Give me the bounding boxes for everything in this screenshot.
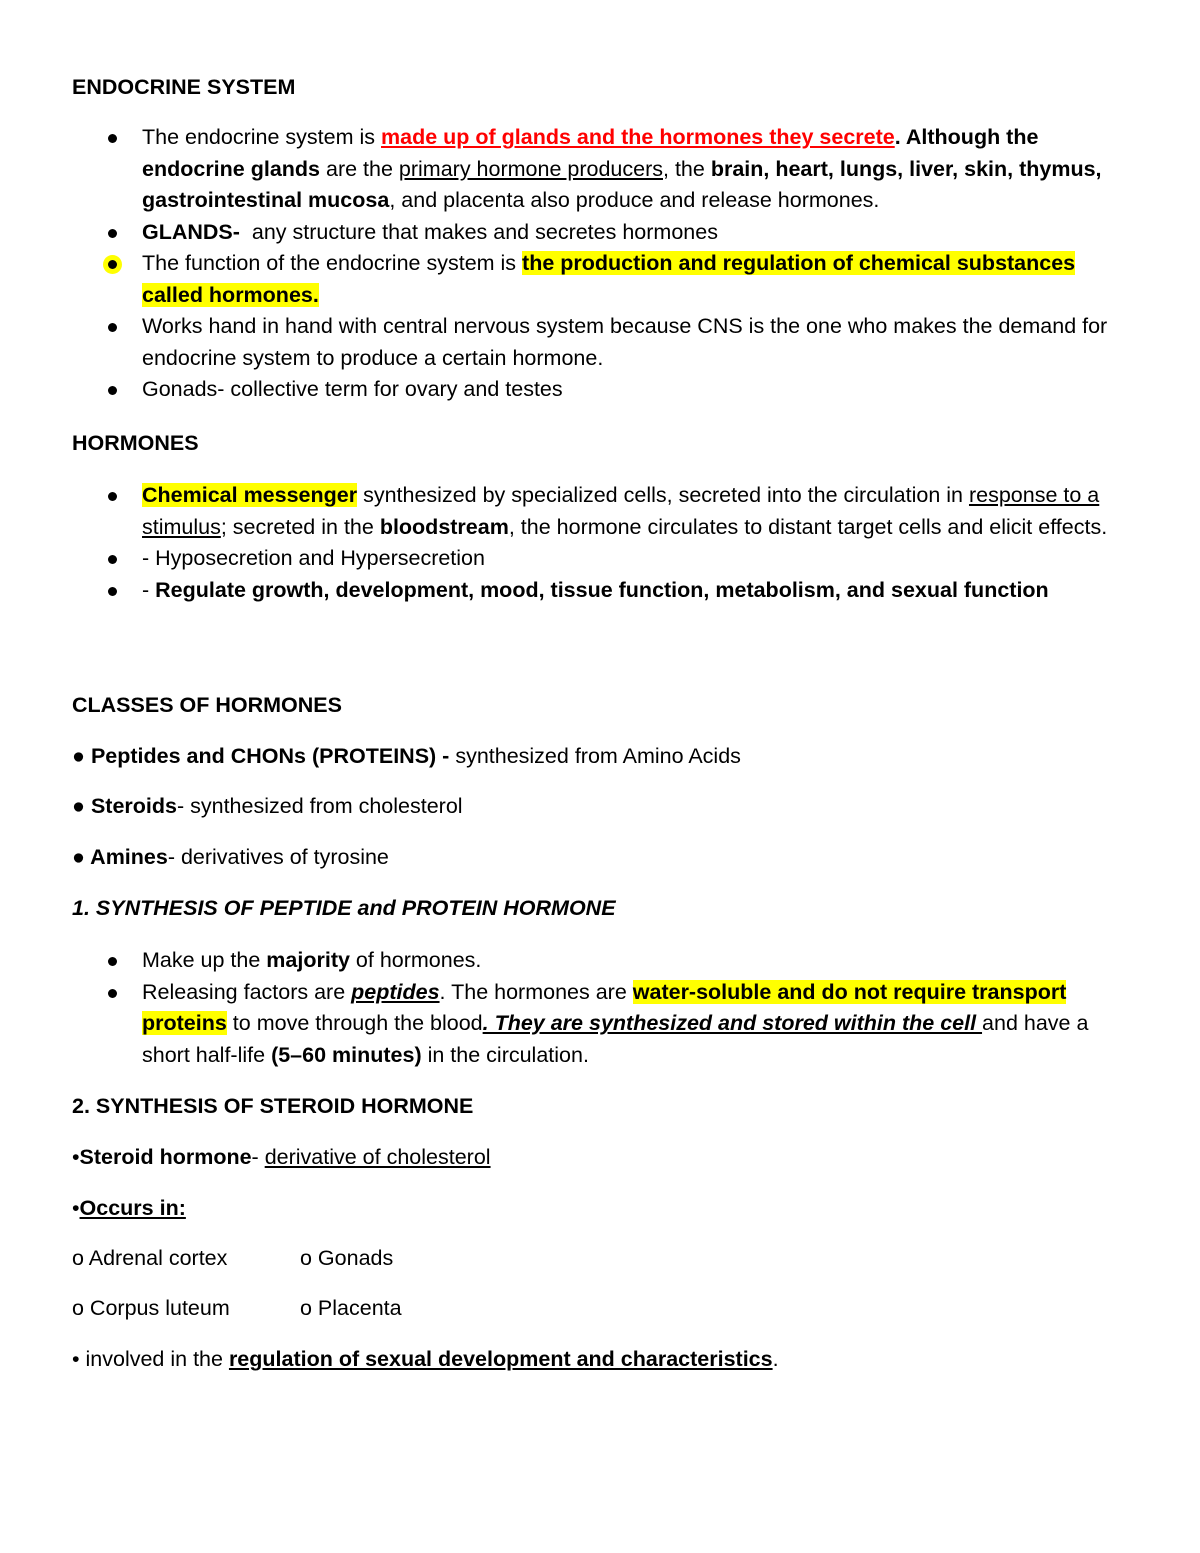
list-item [72,575,1132,607]
peptide-bullet-list [72,945,1132,1071]
list-item [72,122,1132,217]
text: , the hormone circulates to distant target cells and elicit effects. [508,514,1108,539]
section-title-classes: CLASSES OF HORMONES [72,693,342,717]
text: any structure that makes and secretes hormones [239,219,718,244]
bold-text: ● Amines [72,845,168,869]
text: are the [320,156,399,181]
text: Releasing factors are [142,979,352,1004]
location-gonads: o Gonads [300,1246,394,1270]
list-item [72,543,1132,575]
location-adrenal-cortex: o Adrenal cortex [72,1246,228,1270]
bold-text: brain, heart, lungs, liver, skin, thymus, gastrointestinal mucosa [142,156,1102,212]
text: synthesized by specialized cells, secreted into the circulation in [357,483,969,507]
bullet-icon: • [72,1145,80,1169]
bullet-icon [108,492,117,501]
bold-italic-text: peptides [351,979,440,1004]
endocrine-bullet-list [72,122,1132,406]
bold-text: majority [266,948,350,972]
bold-text: Steroid hormone [79,1145,252,1169]
text: - Hyposecretion and Hypersecretion [142,546,485,570]
bullet-icon [108,323,117,332]
text: • involved in the [72,1347,229,1371]
list-item [72,217,1132,249]
bullet-icon [108,134,117,143]
bold-text: endocrine glands [142,156,321,181]
class-line-peptides [72,741,741,773]
bullet-icon [108,386,117,395]
text: Make up the [142,948,267,972]
text: - derivatives of tyrosine [167,845,389,869]
bold-text: bloodstream [379,514,509,539]
class-line-amines [72,842,389,874]
list-item [72,977,1132,1072]
highlighted-text: the production and regulation of chemical substances called hormones. [142,251,1076,307]
text: . The hormones are [439,979,633,1004]
steroid-role-line [72,1344,779,1376]
highlighted-text: water-soluble and do not require transport proteins [142,979,1067,1035]
text: the [668,156,711,181]
section-title-steroid: 2. SYNTHESIS OF STEROID HORMONE [72,1094,474,1118]
text: , and placenta also produce and release hormones. [389,188,880,212]
bullet-icon [108,260,117,269]
text: - [251,1145,265,1169]
text: and have a short half-life [142,1011,1089,1067]
bullet-icon [108,229,117,238]
section-title-hormones: HORMONES [72,431,199,455]
bullet-icon [108,587,117,596]
bullet-icon [108,957,117,966]
bold-text: ● Peptides and CHONs (PROTEINS) - [72,744,456,768]
bold-text: Regulate growth, development, mood, tissue function, metabolism, and sexual function [155,577,1049,602]
text: The endocrine system is [142,125,381,149]
text: Gonads- collective term for ovary and testes [142,377,563,401]
list-item [72,945,1132,977]
text: Works hand in hand with central nervous system because CNS is the one who makes the demand for endocrine system to produce a certain hormone. [142,314,1108,370]
text: - [142,577,156,602]
location-placenta: o Placenta [300,1296,402,1320]
steroid-definition-line [72,1142,491,1174]
text: . [772,1347,779,1371]
bullet-icon: • [72,1196,80,1220]
bold-text: (5–60 minutes) [271,1042,422,1067]
text: ; secreted in the [220,514,380,539]
highlighted-text: Chemical messenger [142,483,358,507]
text: synthesized from Amino Acids [455,744,741,768]
underlined-text: response to a stimulus [142,483,1100,539]
text: - synthesized from cholesterol [176,794,463,818]
text: of hormones. [349,948,482,972]
list-item [72,374,1132,406]
bold-text: GLANDS- [142,219,240,244]
bold-italic-text: . They are synthesized and stored within the cell [482,1011,983,1035]
hormones-bullet-list [72,480,1132,606]
bold-text: Occurs in: [79,1196,186,1220]
location-corpus-luteum: o Corpus luteum [72,1296,230,1320]
occurs-in-line [72,1193,186,1225]
list-item [72,480,1132,543]
bold-text: ● Steroids [72,794,177,818]
section-title-endocrine: ENDOCRINE SYSTEM [72,75,296,99]
bold-text: regulation of sexual development and characteristics [228,1347,773,1371]
red-emphasis: made up of glands and the hormones they secrete [381,125,895,149]
underlined-text: derivative of cholesterol [264,1145,491,1169]
class-line-steroids [72,791,463,823]
bullet-icon [108,555,117,564]
underlined-text: primary hormone producers, [398,156,669,181]
text: The function of the endocrine system is [142,251,523,275]
list-item [72,311,1132,374]
list-item [72,248,1132,311]
section-title-peptide: 1. SYNTHESIS OF PEPTIDE and PROTEIN HORMONE [72,896,616,920]
text: to move through the blood [226,1011,483,1035]
text: . Although the [894,125,1039,149]
bullet-icon [108,989,117,998]
text: in the circulation. [421,1042,589,1067]
